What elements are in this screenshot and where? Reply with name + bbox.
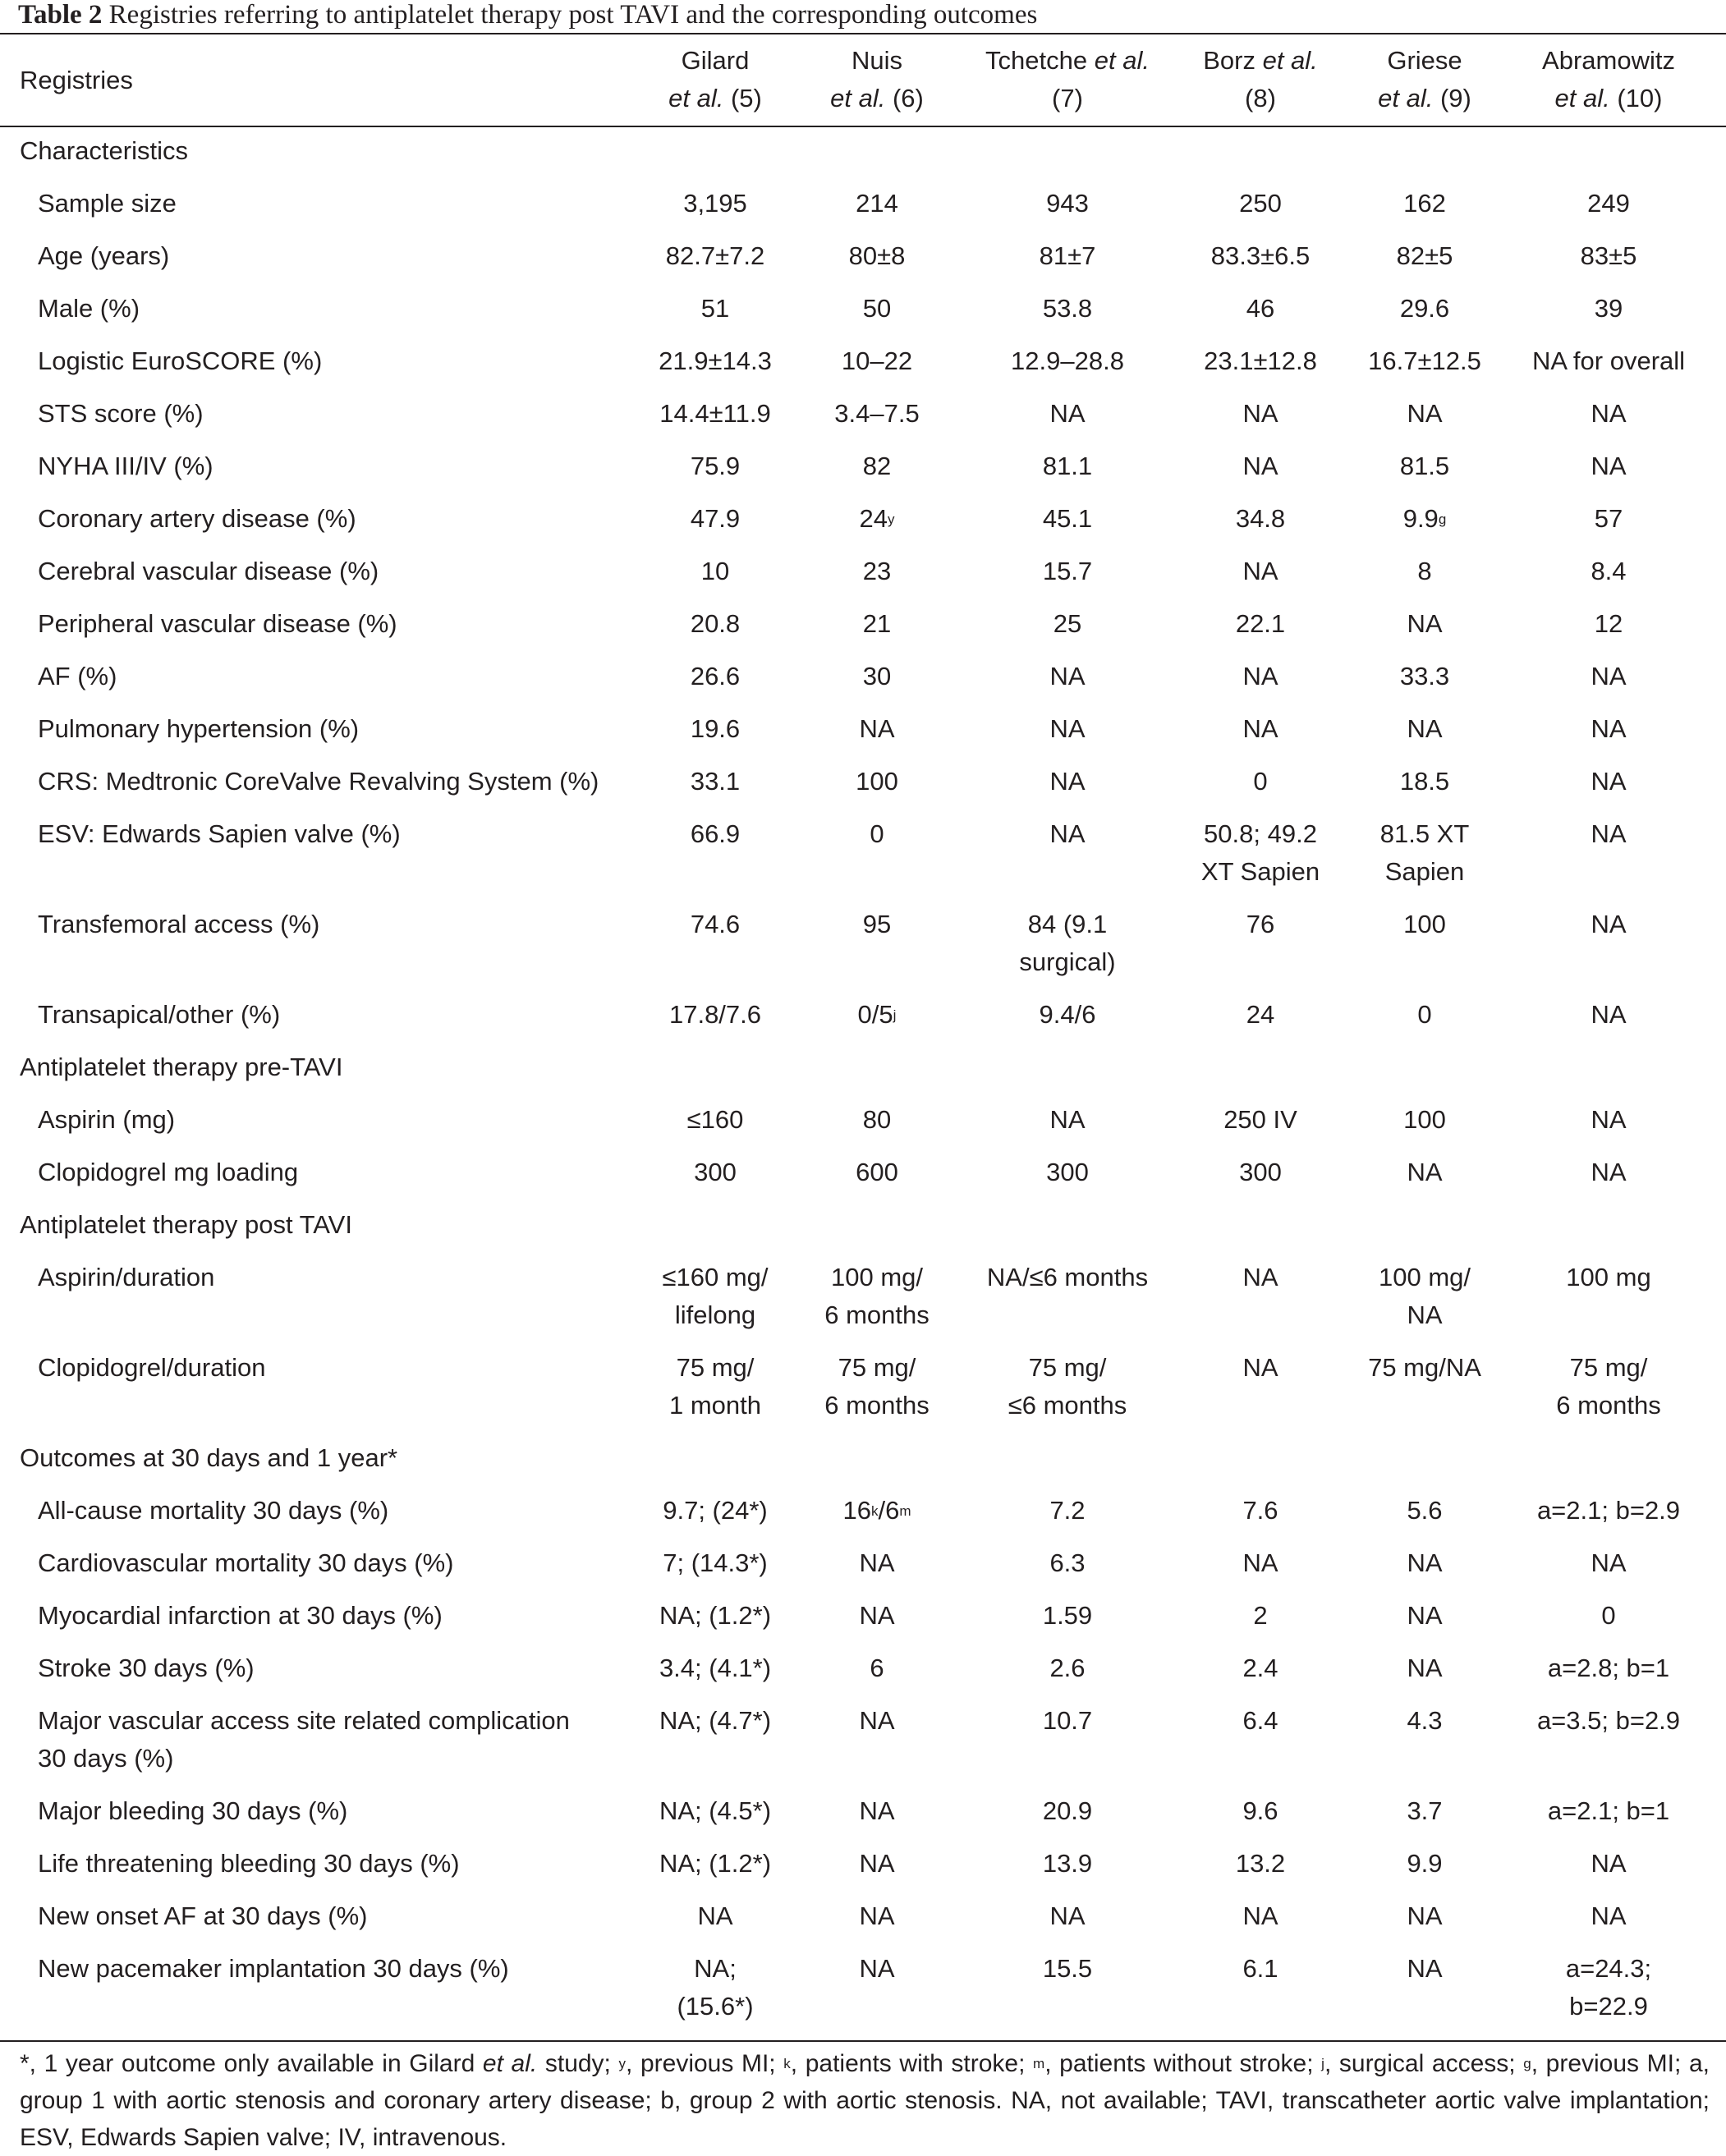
footnote-italic: et al. bbox=[482, 2050, 538, 2077]
section-row bbox=[0, 126, 1726, 185]
table-cell: 82±5 bbox=[1396, 241, 1453, 270]
table-cell: 81.5 XT Sapien bbox=[1379, 819, 1470, 886]
table-row bbox=[0, 395, 1726, 447]
table-cell: 39 bbox=[1594, 294, 1623, 323]
table-row bbox=[0, 553, 1726, 605]
table-cell: NA bbox=[1242, 452, 1278, 480]
table-cell: NA; (4.7*) bbox=[659, 1706, 772, 1735]
footnote-marker: m bbox=[899, 1503, 911, 1519]
footnote-text: *, 1 year outcome only available in Gilard bbox=[20, 2050, 483, 2077]
row-label: AF (%) bbox=[38, 662, 117, 690]
table-cell: 33.1 bbox=[690, 767, 741, 796]
table-cell: 53.8 bbox=[1042, 294, 1093, 323]
table-cell: 23.1±12.8 bbox=[1204, 346, 1317, 375]
footnote-marker: g bbox=[1523, 2056, 1531, 2071]
table-row bbox=[0, 1792, 1726, 1845]
table-caption-text: Registries referring to antiplatelet therapy post TAVI and the corresponding outcomes bbox=[108, 0, 1038, 30]
table-cell: NA bbox=[1591, 767, 1627, 796]
table-cell: NA bbox=[1407, 1954, 1443, 1983]
table-cell: 81.1 bbox=[1042, 452, 1093, 480]
study-name: Gilard bbox=[681, 46, 750, 75]
table-cell: 13.2 bbox=[1235, 1849, 1286, 1878]
study-etal: et al. bbox=[830, 84, 886, 112]
table-cell: NA bbox=[1591, 1158, 1627, 1186]
table-cell: 1.59 bbox=[1042, 1601, 1093, 1630]
study-name: Abramowitz bbox=[1542, 46, 1675, 75]
row-label: Clopidogrel mg loading bbox=[38, 1158, 299, 1186]
table-cell: NA bbox=[1591, 1548, 1627, 1577]
table-row bbox=[0, 1349, 1726, 1439]
table-cell: 19.6 bbox=[690, 714, 741, 743]
table-cell: NA bbox=[1242, 399, 1278, 428]
table-row bbox=[0, 1897, 1726, 1950]
study-ref: (7) bbox=[1052, 84, 1083, 112]
table-row bbox=[0, 237, 1726, 290]
table-cell: 75 mg/ ≤6 months bbox=[1008, 1353, 1127, 1420]
table-cell: 3.7 bbox=[1407, 1796, 1443, 1825]
footnote-marker: j bbox=[893, 1007, 897, 1023]
table-cell: NA bbox=[1242, 557, 1278, 585]
row-label: Male (%) bbox=[38, 294, 140, 323]
table-cell: 75 mg/ 6 months bbox=[824, 1353, 930, 1420]
table-cell: 6 bbox=[870, 1654, 884, 1682]
row-label: NYHA III/IV (%) bbox=[38, 452, 213, 480]
table-cell: 83.3±6.5 bbox=[1210, 241, 1311, 270]
table-row bbox=[0, 447, 1726, 500]
study-ref: (8) bbox=[1245, 84, 1276, 112]
table-row bbox=[0, 1597, 1726, 1649]
table-cell: 30 bbox=[862, 662, 892, 690]
table-cell: NA bbox=[1591, 452, 1627, 480]
table-cell: 50 bbox=[862, 294, 892, 323]
table-cell: 84 (9.1 surgical) bbox=[1019, 910, 1116, 976]
table-caption-label: Table 2 bbox=[18, 0, 103, 30]
table-cell: NA bbox=[859, 1601, 895, 1630]
table-cell: NA/≤6 months bbox=[986, 1263, 1149, 1291]
table-row bbox=[0, 710, 1726, 763]
study-etal: et al. bbox=[1094, 46, 1150, 75]
table-cell: a=2.1; b=1 bbox=[1547, 1796, 1670, 1825]
table-cell: a=24.3; b=22.9 bbox=[1565, 1954, 1652, 2021]
table-row bbox=[0, 1649, 1726, 1702]
table-cell: NA bbox=[1049, 714, 1086, 743]
table-cell: 943 bbox=[1046, 189, 1089, 218]
table-cell: 46 bbox=[1246, 294, 1275, 323]
row-label: Aspirin (mg) bbox=[38, 1105, 176, 1134]
table-cell: NA bbox=[1591, 819, 1627, 848]
table-cell: 3,195 bbox=[683, 189, 747, 218]
table-cell: NA bbox=[1591, 714, 1627, 743]
study-name: Griese bbox=[1387, 46, 1462, 75]
study-ref: (6) bbox=[892, 84, 924, 112]
row-label: Major vascular access site related complication 30 days (%) bbox=[38, 1706, 570, 1773]
header-registries: Registries bbox=[20, 66, 133, 94]
row-label: Sample size bbox=[38, 189, 177, 218]
table-cell: 80±8 bbox=[848, 241, 906, 270]
table-cell: 7; (14.3*) bbox=[663, 1548, 768, 1577]
row-label: New onset AF at 30 days (%) bbox=[38, 1901, 368, 1930]
footnote-text: , patients with stroke; bbox=[790, 2050, 1034, 2077]
table-row bbox=[0, 1101, 1726, 1154]
table-cell: 81±7 bbox=[1039, 241, 1096, 270]
table-cell: NA bbox=[1242, 1548, 1278, 1577]
table-cell: NA bbox=[859, 1954, 895, 1983]
table-cell: 250 IV bbox=[1223, 1105, 1297, 1134]
table-cell: 6.4 bbox=[1242, 1706, 1278, 1735]
header-study bbox=[649, 35, 782, 126]
table-cell: NA bbox=[1591, 1901, 1627, 1930]
table-row bbox=[0, 605, 1726, 658]
table-cell: 2.6 bbox=[1049, 1654, 1086, 1682]
table-cell: 300 bbox=[694, 1158, 737, 1186]
table-cell: 21.9±14.3 bbox=[659, 346, 772, 375]
registries-table bbox=[0, 35, 1726, 2040]
table-cell: 2.4 bbox=[1242, 1654, 1278, 1682]
footnote-marker: k bbox=[783, 2056, 791, 2071]
row-label: ESV: Edwards Sapien valve (%) bbox=[38, 819, 401, 848]
table-row bbox=[0, 763, 1726, 815]
table-row bbox=[0, 996, 1726, 1048]
table-cell: 249 bbox=[1587, 189, 1630, 218]
table-cell: NA bbox=[1049, 819, 1086, 848]
table-cell: NA bbox=[1591, 910, 1627, 938]
table-row bbox=[0, 290, 1726, 342]
table-cell: 83±5 bbox=[1580, 241, 1637, 270]
table-cell: 18.5 bbox=[1399, 767, 1450, 796]
table-cell: 8.4 bbox=[1591, 557, 1627, 585]
table-cell: 10 bbox=[700, 557, 730, 585]
table-cell: 9.7; (24*) bbox=[663, 1496, 768, 1525]
table-cell: NA bbox=[1242, 1353, 1278, 1382]
table-cell: NA bbox=[697, 1901, 733, 1930]
table-cell: 162 bbox=[1403, 189, 1446, 218]
study-etal: et al. bbox=[1262, 46, 1318, 75]
table-cell: 81.5 bbox=[1399, 452, 1450, 480]
table-cell: 26.6 bbox=[690, 662, 741, 690]
row-label: Clopidogrel/duration bbox=[38, 1353, 266, 1382]
table-cell: 100 bbox=[1403, 910, 1446, 938]
row-label: Stroke 30 days (%) bbox=[38, 1654, 255, 1682]
table-cell: 8 bbox=[1417, 557, 1432, 585]
table-cell: 14.4±11.9 bbox=[659, 399, 771, 428]
row-label: Transfemoral access (%) bbox=[38, 910, 320, 938]
table-cell: NA bbox=[1407, 1601, 1443, 1630]
study-ref: (9) bbox=[1439, 84, 1471, 112]
header-study bbox=[1491, 35, 1726, 126]
header-study bbox=[782, 35, 972, 126]
table-cell: 2 bbox=[1253, 1601, 1268, 1630]
table-cell: 12.9–28.8 bbox=[1011, 346, 1124, 375]
table-cell: 82.7±7.2 bbox=[665, 241, 765, 270]
table-cell: NA bbox=[1242, 714, 1278, 743]
header-study bbox=[972, 35, 1163, 126]
table-cell: NA bbox=[1407, 1548, 1443, 1577]
table-row bbox=[0, 500, 1726, 553]
table-cell: 34.8 bbox=[1235, 504, 1286, 533]
row-label: New pacemaker implantation 30 days (%) bbox=[38, 1954, 509, 1983]
table-cell: 82 bbox=[862, 452, 892, 480]
table-row bbox=[0, 658, 1726, 710]
table-cell: 3.4; (4.1*) bbox=[659, 1654, 772, 1682]
table-cell: 74.6 bbox=[690, 910, 741, 938]
study-ref: (5) bbox=[730, 84, 762, 112]
table-cell: 600 bbox=[856, 1158, 898, 1186]
table-cell: 13.9 bbox=[1042, 1849, 1093, 1878]
row-label: CRS: Medtronic CoreValve Revalving System (%) bbox=[38, 767, 599, 796]
table-cell: NA bbox=[1242, 1263, 1278, 1291]
table-cell: 0 bbox=[870, 819, 884, 848]
table-cell: 0 bbox=[1601, 1601, 1616, 1630]
table-row bbox=[0, 342, 1726, 395]
footnote-marker: m bbox=[1033, 2056, 1045, 2071]
table-cell: 100 mg/ NA bbox=[1378, 1263, 1471, 1329]
row-label: Coronary artery disease (%) bbox=[38, 504, 356, 533]
table-cell: NA bbox=[1049, 1105, 1086, 1134]
study-etal: et al. bbox=[668, 84, 724, 112]
study-name: Nuis bbox=[851, 46, 902, 75]
table-cell: NA bbox=[1591, 1000, 1627, 1029]
table-cell: NA bbox=[859, 1706, 895, 1735]
table-row bbox=[0, 906, 1726, 996]
table-cell: 250 bbox=[1239, 189, 1282, 218]
footnote-marker: y bbox=[618, 2056, 627, 2071]
section-label: Antiplatelet therapy pre-TAVI bbox=[20, 1053, 343, 1081]
footnote-marker: k bbox=[870, 1503, 879, 1519]
table-row bbox=[0, 1259, 1726, 1349]
row-label: Major bleeding 30 days (%) bbox=[38, 1796, 348, 1825]
section-row bbox=[0, 1048, 1726, 1101]
table-cell: NA bbox=[859, 714, 895, 743]
table-cell: 75 mg/ 1 month bbox=[668, 1353, 761, 1420]
footnote-marker: g bbox=[1438, 511, 1447, 527]
bottom-rule bbox=[0, 2040, 1726, 2042]
table-cell: NA; (1.2*) bbox=[659, 1849, 772, 1878]
table-cell: 100 mg bbox=[1566, 1263, 1651, 1291]
table-cell: 80 bbox=[862, 1105, 892, 1134]
table-cell: NA bbox=[1407, 399, 1443, 428]
table-cell: 25 bbox=[1053, 609, 1082, 638]
section-row bbox=[0, 1439, 1726, 1492]
table-cell: NA bbox=[1407, 714, 1443, 743]
table-cell: 4.3 bbox=[1407, 1706, 1443, 1735]
table-cell: NA bbox=[1049, 662, 1086, 690]
table-cell: 57 bbox=[1594, 504, 1623, 533]
study-etal: et al. bbox=[1554, 84, 1610, 112]
table-cell: 15.7 bbox=[1042, 557, 1093, 585]
footnote-marker: j bbox=[1321, 2056, 1324, 2071]
table-cell: 76 bbox=[1246, 910, 1275, 938]
study-ref: (10) bbox=[1617, 84, 1663, 112]
table-cell: 16$^k$/6$^m$ bbox=[842, 1496, 911, 1525]
table-cell: 214 bbox=[856, 189, 898, 218]
table-cell: 29.6 bbox=[1399, 294, 1450, 323]
table-cell: 24 bbox=[1246, 1000, 1275, 1029]
row-label: Age (years) bbox=[38, 241, 170, 270]
table-cell: NA bbox=[1049, 399, 1086, 428]
table-cell: 45.1 bbox=[1042, 504, 1093, 533]
row-label: Aspirin/duration bbox=[38, 1263, 215, 1291]
study-name: Tchetche bbox=[985, 46, 1088, 75]
table-cell: 95 bbox=[862, 910, 892, 938]
table-cell: NA bbox=[1407, 609, 1443, 638]
table-cell: 20.8 bbox=[690, 609, 741, 638]
table-row bbox=[0, 1950, 1726, 2040]
table-cell: NA for overall bbox=[1531, 346, 1686, 375]
section-label: Outcomes at 30 days and 1 year* bbox=[20, 1443, 398, 1472]
table-cell: 24$^y$ bbox=[859, 504, 895, 533]
table-cell: NA; (1.2*) bbox=[659, 1601, 772, 1630]
table-cell: 9.4/6 bbox=[1039, 1000, 1096, 1029]
study-name: Borz bbox=[1203, 46, 1255, 75]
table-row bbox=[0, 1845, 1726, 1897]
table-cell: 100 bbox=[856, 767, 898, 796]
table-cell: 12 bbox=[1594, 609, 1623, 638]
top-rule bbox=[0, 33, 1726, 34]
table-cell: 23 bbox=[862, 557, 892, 585]
table-cell: 3.4–7.5 bbox=[834, 399, 920, 428]
table-row bbox=[0, 1492, 1726, 1544]
table-cell: 75 mg/NA bbox=[1368, 1353, 1481, 1382]
table-cell: 50.8; 49.2 XT Sapien bbox=[1200, 819, 1320, 886]
table-cell: 9.9$^g$ bbox=[1402, 504, 1447, 533]
table-cell: NA bbox=[1407, 1654, 1443, 1682]
table-cell: 16.7±12.5 bbox=[1368, 346, 1481, 375]
table-cell: 21 bbox=[862, 609, 892, 638]
table-cell: 0/5$^j$ bbox=[857, 1000, 897, 1029]
footnote-text: , previous MI; a, group 1 with aortic stenosis and coronary artery disease; b, group 2 with aortic stenosis. NA, not available; TAVI, transcatheter aortic valve implantation; ESV, Edwards Sapien valve; IV, intravenous. bbox=[20, 2050, 1710, 2151]
row-label: Pulmonary hypertension (%) bbox=[38, 714, 360, 743]
table-cell: a=2.8; b=1 bbox=[1547, 1654, 1670, 1682]
table-cell: a=3.5; b=2.9 bbox=[1536, 1706, 1681, 1735]
footnote-text: , previous MI; bbox=[626, 2050, 784, 2077]
table-cell: 22.1 bbox=[1235, 609, 1286, 638]
table-cell: 10–22 bbox=[841, 346, 913, 375]
table-cell: 100 bbox=[1403, 1105, 1446, 1134]
section-label: Antiplatelet therapy post TAVI bbox=[20, 1210, 352, 1239]
table-cell: 7.6 bbox=[1242, 1496, 1278, 1525]
footnote-text: , patients without stroke; bbox=[1044, 2050, 1322, 2077]
header-rule bbox=[0, 126, 1726, 127]
header-study bbox=[1163, 35, 1358, 126]
table-cell: 9.9 bbox=[1407, 1849, 1443, 1878]
table-cell: 51 bbox=[700, 294, 730, 323]
table-cell: NA bbox=[859, 1849, 895, 1878]
table-cell: NA; (4.5*) bbox=[659, 1796, 772, 1825]
table-cell: 7.2 bbox=[1049, 1496, 1086, 1525]
section-row bbox=[0, 1206, 1726, 1259]
table-cell: 10.7 bbox=[1042, 1706, 1093, 1735]
table-cell: NA; (15.6*) bbox=[677, 1954, 754, 2021]
row-label: All-cause mortality 30 days (%) bbox=[38, 1496, 389, 1525]
table-row bbox=[0, 815, 1726, 906]
row-label: Logistic EuroSCORE (%) bbox=[38, 346, 323, 375]
table-cell: 33.3 bbox=[1399, 662, 1450, 690]
table-row bbox=[0, 185, 1726, 237]
table-cell: 6.3 bbox=[1049, 1548, 1086, 1577]
table-cell: 5.6 bbox=[1407, 1496, 1443, 1525]
table-cell: ≤160 bbox=[686, 1105, 744, 1134]
table-cell: NA bbox=[1591, 1849, 1627, 1878]
table-cell: NA bbox=[859, 1901, 895, 1930]
table-cell: NA bbox=[1049, 1901, 1086, 1930]
table-cell: NA bbox=[1242, 662, 1278, 690]
table-cell: 47.9 bbox=[690, 504, 741, 533]
study-etal: et al. bbox=[1378, 84, 1434, 112]
row-label: Transapical/other (%) bbox=[38, 1000, 281, 1029]
section-label: Characteristics bbox=[20, 136, 188, 165]
table-cell: 20.9 bbox=[1042, 1796, 1093, 1825]
table-row bbox=[0, 1544, 1726, 1597]
table-cell: NA bbox=[1049, 767, 1086, 796]
table-cell: NA bbox=[1407, 1901, 1443, 1930]
table-cell: NA bbox=[1591, 1105, 1627, 1134]
table-cell: 15.5 bbox=[1042, 1954, 1093, 1983]
table-cell: NA bbox=[859, 1796, 895, 1825]
table-cell: NA bbox=[859, 1548, 895, 1577]
table-cell: NA bbox=[1407, 1158, 1443, 1186]
table-cell: ≤160 mg/ lifelong bbox=[662, 1263, 769, 1329]
table-cell: NA bbox=[1591, 662, 1627, 690]
row-label: Cardiovascular mortality 30 days (%) bbox=[38, 1548, 454, 1577]
table-cell: 75 mg/ 6 months bbox=[1556, 1353, 1661, 1420]
table-cell: 66.9 bbox=[690, 819, 741, 848]
table-header-row bbox=[0, 35, 1726, 126]
table-row bbox=[0, 1702, 1726, 1792]
table-cell: 100 mg/ 6 months bbox=[824, 1263, 930, 1329]
table-cell: 6.1 bbox=[1242, 1954, 1278, 1983]
row-label: Peripheral vascular disease (%) bbox=[38, 609, 397, 638]
row-label: Myocardial infarction at 30 days (%) bbox=[38, 1601, 443, 1630]
table-cell: 300 bbox=[1046, 1158, 1089, 1186]
table-cell: 9.6 bbox=[1242, 1796, 1278, 1825]
footnote-text: , surgical access; bbox=[1324, 2050, 1524, 2077]
table-cell: NA bbox=[1242, 1901, 1278, 1930]
table-cell: 0 bbox=[1253, 767, 1268, 796]
header-study bbox=[1358, 35, 1491, 126]
row-label: Life threatening bleeding 30 days (%) bbox=[38, 1849, 460, 1878]
table-footnote bbox=[20, 2045, 1710, 2156]
row-label: Cerebral vascular disease (%) bbox=[38, 557, 379, 585]
table-cell: 300 bbox=[1239, 1158, 1282, 1186]
table-cell: 17.8/7.6 bbox=[668, 1000, 762, 1029]
table-row bbox=[0, 1154, 1726, 1206]
table-cell: NA bbox=[1591, 399, 1627, 428]
row-label: STS score (%) bbox=[38, 399, 204, 428]
table-caption bbox=[18, 0, 1710, 33]
table-cell: a=2.1; b=2.9 bbox=[1536, 1496, 1681, 1525]
footnote-text: study; bbox=[537, 2050, 619, 2077]
footnote-marker: y bbox=[887, 511, 895, 527]
table-cell: 75.9 bbox=[690, 452, 741, 480]
table-cell: 0 bbox=[1417, 1000, 1432, 1029]
